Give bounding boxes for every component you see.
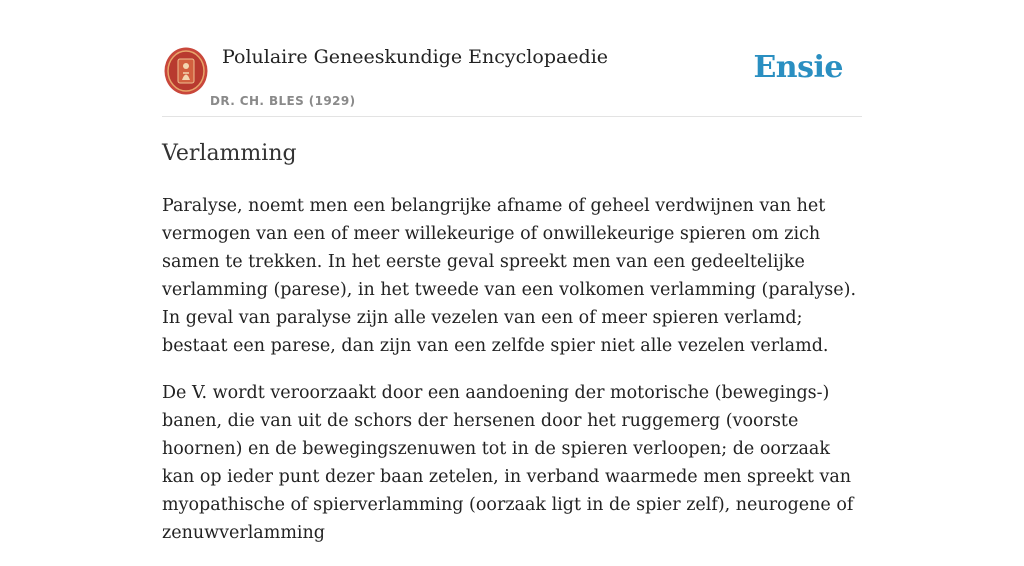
source-title[interactable]: Polulaire Geneeskundige Encyclopaedie bbox=[222, 46, 609, 68]
source-header bbox=[162, 0, 862, 117]
brand-logo[interactable]: Ensie bbox=[753, 50, 843, 85]
article-title: Verlamming bbox=[162, 141, 297, 166]
paragraph: Paralyse, noemt men een belangrijke afname of geheel verdwijnen van het vermogen van een of meer willekeurige of onwillekeurige spieren om zich samen te trekken. In het eerste geval spreekt men van een gedeeltelijke verlamming (parese), in het tweede van een volkomen verlamming (paralyse). In geval van paralyse zijn alle vezelen van een of meer spieren verlamd; bestaat een parese, dan zijn van een zelfde spier niet alle vezelen verlamd. bbox=[162, 196, 857, 356]
encyclopedia-cover-icon[interactable] bbox=[164, 47, 208, 95]
paragraph: De V. wordt veroorzaakt door een aandoening der motorische (bewegings-) banen, die van uit de schors der hersenen door het ruggemerg (voorste hoornen) en de bewegingszenuwen tot in de spieren verloopen; de oorzaak kan op ieder punt dezer baan zetelen, in verband waarmede men spreekt van myopathische of spierverlamming (oorzaak ligt in de spier zelf), neurogene of zenuwverlamming bbox=[162, 383, 854, 543]
page bbox=[162, 0, 862, 543]
source-author: DR. CH. BLES (1929) bbox=[210, 94, 356, 108]
article-body bbox=[162, 192, 862, 566]
